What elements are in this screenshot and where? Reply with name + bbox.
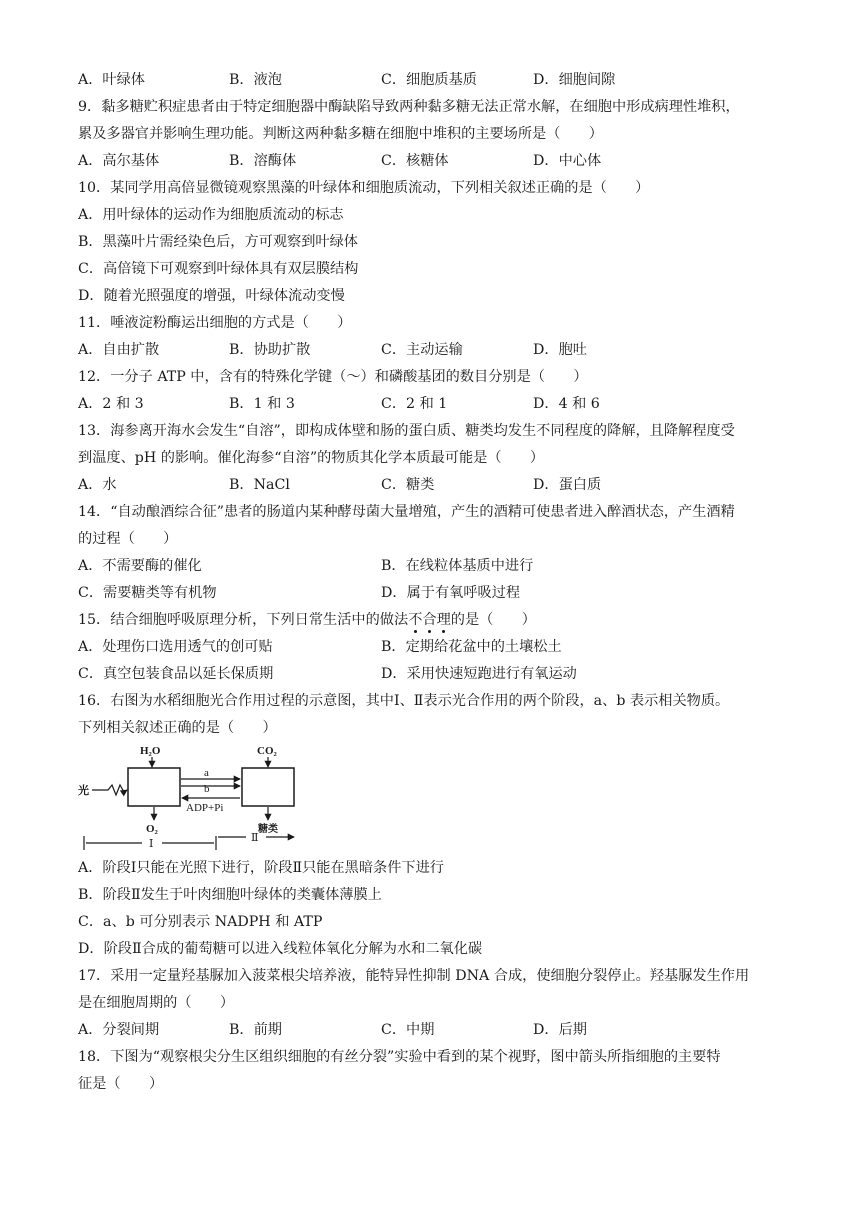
q12-option-c[interactable]: C．2 和 1	[381, 396, 448, 412]
photosynthesis-diagram	[74, 740, 314, 852]
q13-stem-line-2: 到温度、pH 的影响。催化海参“自溶”的物质其化学本质最可能是（ ）	[78, 450, 545, 466]
q15-stem	[78, 610, 536, 630]
q12-option-d[interactable]: D．4 和 6	[533, 396, 600, 412]
q11-option-a[interactable]: A．自由扩散	[78, 342, 160, 358]
q14-option-d[interactable]: D．属于有氧呼吸过程	[381, 585, 521, 601]
q15-option-c[interactable]: C．真空包装食品以延长保质期	[78, 666, 274, 682]
q11-option-d[interactable]: D．胞吐	[533, 342, 587, 358]
q9-option-c[interactable]: C．核糖体	[381, 153, 449, 169]
b-label: b	[204, 783, 210, 795]
q17-stem-line-2: 是在细胞周期的（ ）	[78, 995, 235, 1011]
stage-two-label: Ⅱ	[251, 832, 259, 844]
o2-label: O₂	[146, 823, 158, 835]
q9-option-a[interactable]: A．高尔基体	[78, 153, 160, 169]
q18-stem-line-2: 征是（ ）	[78, 1076, 164, 1092]
q16-stem-line-1: 16．右图为水稻细胞光合作用过程的示意图，其中Ⅰ、Ⅱ表示光合作用的两个阶段，a、b 表示相关物质。	[78, 693, 730, 709]
q13-option-c[interactable]: C．糖类	[381, 477, 435, 493]
q14-option-a[interactable]: A．不需要酶的催化	[78, 558, 202, 574]
h2o-label: H₂O	[140, 745, 161, 757]
q8-option-b[interactable]: B．液泡	[229, 72, 282, 88]
light-label: 光	[78, 785, 89, 797]
q9-option-d[interactable]: D．中心体	[533, 153, 602, 169]
q13-option-b[interactable]: B．NaCl	[229, 477, 290, 493]
co2-label: CO₂	[257, 745, 277, 757]
q16-option-a[interactable]: A．阶段Ⅰ只能在光照下进行，阶段Ⅱ只能在黑暗条件下进行	[78, 860, 444, 876]
q10-option-b[interactable]: B．黑藻叶片需经染色后，方可观察到叶绿体	[78, 234, 358, 250]
q10-option-a[interactable]: A．用叶绿体的运动作为细胞质流动的标志	[78, 207, 344, 223]
q12-stem: 12．一分子 ATP 中，含有的特殊化学键（～）和磷酸基团的数目分别是（ ）	[78, 369, 588, 385]
q15-option-d[interactable]: D．采用快速短跑进行有氧运动	[381, 666, 577, 682]
q17-option-c[interactable]: C．中期	[381, 1022, 435, 1038]
q16-option-c[interactable]: C．a、b 可分别表示 NADPH 和 ATP	[78, 914, 323, 930]
q17-option-b[interactable]: B．前期	[229, 1022, 282, 1038]
q16-option-d[interactable]: D．阶段Ⅱ合成的葡萄糖可以进入线粒体氧化分解为水和二氧化碳	[78, 941, 483, 957]
q17-stem-line-1: 17．采用一定量羟基脲加入菠菜根尖培养液，能特异性抑制 DNA 合成，使细胞分裂停止。羟基脲发生作用	[78, 968, 750, 984]
q13-option-d[interactable]: D．蛋白质	[533, 477, 602, 493]
q10-stem: 10．某同学用高倍显微镜观察黑藻的叶绿体和细胞质流动，下列相关叙述正确的是（ ）	[78, 180, 650, 196]
q11-stem: 11．唾液淀粉酶运出细胞的方式是（ ）	[78, 315, 352, 331]
q11-option-c[interactable]: C．主动运输	[381, 342, 463, 358]
q15-emphasis-char-3: 理	[436, 612, 451, 628]
q12-option-a[interactable]: A．2 和 3	[78, 396, 144, 412]
q15-emphasis-char-1: 不	[408, 612, 423, 628]
q15-emphasis-char-2: 合	[422, 612, 437, 628]
q10-option-d[interactable]: D．随着光照强度的增强，叶绿体流动变慢	[78, 288, 345, 304]
q15-stem-post: 的是（ ）	[450, 612, 536, 628]
stage-two-box	[242, 768, 294, 806]
q8-option-c[interactable]: C．细胞质基质	[381, 72, 477, 88]
q15-option-b[interactable]: B．定期给花盆中的土壤松土	[381, 639, 562, 655]
stage-one-box	[128, 768, 180, 806]
q9-option-b[interactable]: B．溶酶体	[229, 153, 297, 169]
q12-option-b[interactable]: B．1 和 3	[229, 396, 295, 412]
q15-stem-pre: 15．结合细胞呼吸原理分析，下列日常生活中的做法	[78, 612, 409, 628]
q14-option-b[interactable]: B．在线粒体基质中进行	[381, 558, 534, 574]
q15-option-a[interactable]: A．处理伤口选用透气的创可贴	[78, 639, 273, 655]
q14-stem-line-1: 14．“自动酿酒综合征”患者的肠道内某种酵母菌大量增殖，产生的酒精可使患者进入醉酒状态，产生酒精	[78, 504, 735, 520]
q16-option-b[interactable]: B．阶段Ⅱ发生于叶肉细胞叶绿体的类囊体薄膜上	[78, 887, 382, 903]
q16-stem-line-2: 下列相关叙述正确的是（ ）	[78, 720, 277, 736]
q8-option-d[interactable]: D．细胞间隙	[533, 72, 616, 88]
q13-option-a[interactable]: A．水	[78, 477, 117, 493]
q9-stem-line-1: 9．黏多糖贮积症患者由于特定细胞器中酶缺陷导致两种黏多糖无法正常水解，在细胞中形成病理性堆积，	[78, 99, 740, 115]
adp-pi-label: ADP+Pi	[186, 802, 224, 814]
q13-stem-line-1: 13．海参离开海水会发生“自溶”，即构成体壁和肠的蛋白质、糖类均发生不同程度的降解，且降解程度受	[78, 423, 735, 439]
a-label: a	[204, 767, 209, 779]
q14-stem-line-2: 的过程（ ）	[78, 531, 178, 547]
q17-option-d[interactable]: D．后期	[533, 1022, 587, 1038]
q18-stem-line-1: 18．下图为“观察根尖分生区组织细胞的有丝分裂”实验中看到的某个视野，图中箭头所指细胞的主要特	[78, 1049, 721, 1065]
q17-option-a[interactable]: A．分裂间期	[78, 1022, 160, 1038]
sugar-label: 糖类	[258, 824, 278, 835]
light-wave-arrow	[92, 785, 127, 795]
q9-stem-line-2: 累及多器官并影响生理功能。判断这两种黏多糖在细胞中堆积的主要场所是（ ）	[78, 126, 603, 142]
q14-option-c[interactable]: C．需要糖类等有机物	[78, 585, 217, 601]
q11-option-b[interactable]: B．协助扩散	[229, 342, 311, 358]
q10-option-c[interactable]: C．高倍镜下可观察到叶绿体具有双层膜结构	[78, 261, 359, 277]
stage-one-label: Ⅰ	[149, 838, 154, 850]
q8-option-a[interactable]: A．叶绿体	[78, 72, 145, 88]
